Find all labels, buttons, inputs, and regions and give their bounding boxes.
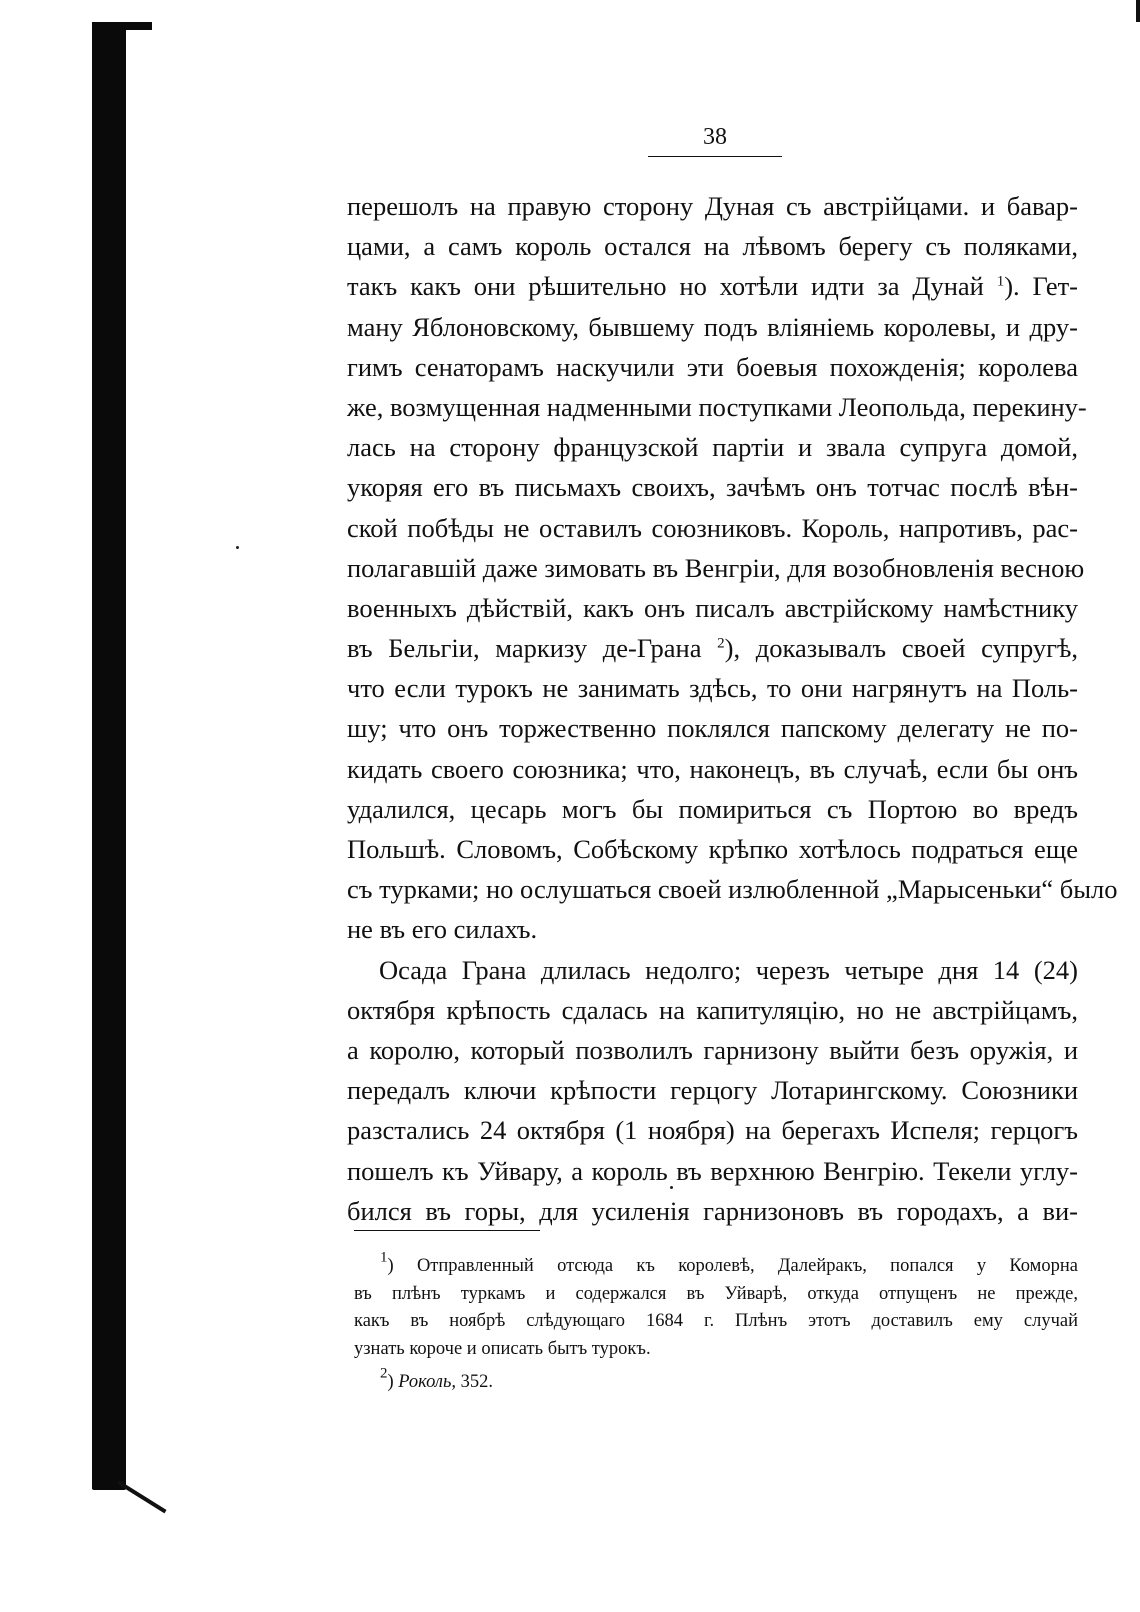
- body-line: ской побѣды не оставилъ союзниковъ. Король, напротивъ, рас-: [347, 512, 1078, 543]
- body-line: шу; что онъ торжественно поклялся папскому делегату не по-: [347, 713, 1078, 744]
- footnote-line: какъ въ ноябрѣ слѣдующаго 1684 г. Плѣнъ этотъ доставилъ ему случай: [354, 1311, 1078, 1331]
- body-line: военныхъ дѣйствій, какъ онъ писалъ австрійскому намѣстнику: [347, 592, 1078, 623]
- body-line: а королю, который позволилъ гарнизону выйти безъ оружія, и: [347, 1034, 1078, 1065]
- footnote-line: въ плѣнъ туркамъ и содержался въ Уйварѣ, откуда отпущенъ не прежде,: [354, 1283, 1078, 1304]
- footnote-separator: [354, 1230, 540, 1231]
- body-line: пошелъ къ Уйвару, а король въ верхнюю Венгрію. Текели углу-: [347, 1155, 1078, 1186]
- body-line: удалился, цесарь могъ бы помириться съ Портою во вредъ: [347, 793, 1078, 824]
- body-line: гимъ сенаторамъ наскучили эти боевыя похожденія; королева: [347, 351, 1078, 382]
- body-line: [347, 266, 1078, 306]
- footnote-source: Роколь,: [398, 1372, 457, 1392]
- body-line: [347, 628, 1078, 668]
- body-line: лась на сторону французской партіи и звала супруга домой,: [347, 432, 1078, 463]
- page-binding-edge: [92, 22, 126, 1490]
- body-line: что если турокъ не занимать здѣсь, то они нагрянутъ на Поль-: [347, 673, 1078, 704]
- footnote-1: [354, 1249, 1078, 1281]
- body-line: бился въ горы, для усиленія гарнизоновъ въ городахъ, а ви-: [347, 1195, 1078, 1226]
- footnote-text: ) Отправленный отсюда къ королевѣ, Далейракъ, попался у Коморна: [387, 1256, 1078, 1276]
- footnote-2: [354, 1365, 1078, 1397]
- footnote-ref: 2: [717, 635, 725, 652]
- body-line: разстались 24 октября (1 ноября) на берегахъ Испеля; герцогъ: [347, 1115, 1078, 1146]
- page-number: 38: [648, 122, 782, 157]
- body-line: кидать своего союзника; что, наконецъ, въ случаѣ, если бы онъ: [347, 753, 1078, 784]
- body-line: передалъ ключи крѣпости герцогу Лотарингскому. Союзники: [347, 1075, 1078, 1106]
- body-line: перешолъ на правую сторону Дуная съ австрійцами. и бавар-: [347, 191, 1078, 221]
- body-line: октября крѣпость сдалась на капитуляцію, но не австрійцамъ,: [347, 994, 1078, 1025]
- body-line: Польшѣ. Словомъ, Собѣскому крѣпко хотѣлось подраться еще: [347, 834, 1078, 864]
- body-line: же, возмущенная надменными поступками Леопольда, перекину-: [347, 391, 1087, 422]
- body-line: ману Яблоновскому, бывшему подъ вліяніемь королевы, и дру-: [347, 311, 1078, 342]
- body-line: съ турками; но ослушаться своей излюбленной „Марысеньки“ было: [347, 874, 1118, 905]
- footnote-ref: 1: [996, 273, 1005, 290]
- page-binding-top: [92, 22, 152, 30]
- body-line: не въ его силахъ.: [347, 914, 538, 945]
- footnote-text: 352.: [456, 1372, 494, 1392]
- footnotes: [354, 1249, 1078, 1397]
- footnote-marker: 1: [380, 1249, 388, 1266]
- scan-speck: [236, 546, 239, 549]
- body-line: полагавшій даже зимовать въ Венгріи, для возобновленія весною: [347, 552, 1085, 583]
- body-line-text: ). Гет-: [1004, 271, 1078, 302]
- footnote-text: ): [387, 1372, 399, 1392]
- body-line-text: въ Бельгіи, маркизу де-Грана: [347, 633, 718, 664]
- body-text: [347, 186, 1118, 1231]
- footnote-marker: 2: [380, 1365, 388, 1382]
- body-line-text: такъ какъ они рѣшительно но хотѣли идти за Дунай: [347, 271, 997, 302]
- footnote-line: узнать короче и описать бытъ турокъ.: [354, 1338, 651, 1359]
- body-line-text: ), доказывалъ своей супругѣ,: [724, 633, 1078, 664]
- body-line: цами, а самъ король остался на лѣвомъ берегу съ поляками,: [347, 231, 1078, 262]
- body-line: укоряя его въ письмахъ своихъ, зачѣмъ онъ тотчас послѣ вѣн-: [347, 472, 1078, 503]
- page-binding-foot: [117, 1480, 167, 1513]
- scan-corner-mark: [1136, 0, 1140, 22]
- body-line: Осада Грана длилась недолго; черезъ четыре дня 14 (24): [379, 954, 1078, 985]
